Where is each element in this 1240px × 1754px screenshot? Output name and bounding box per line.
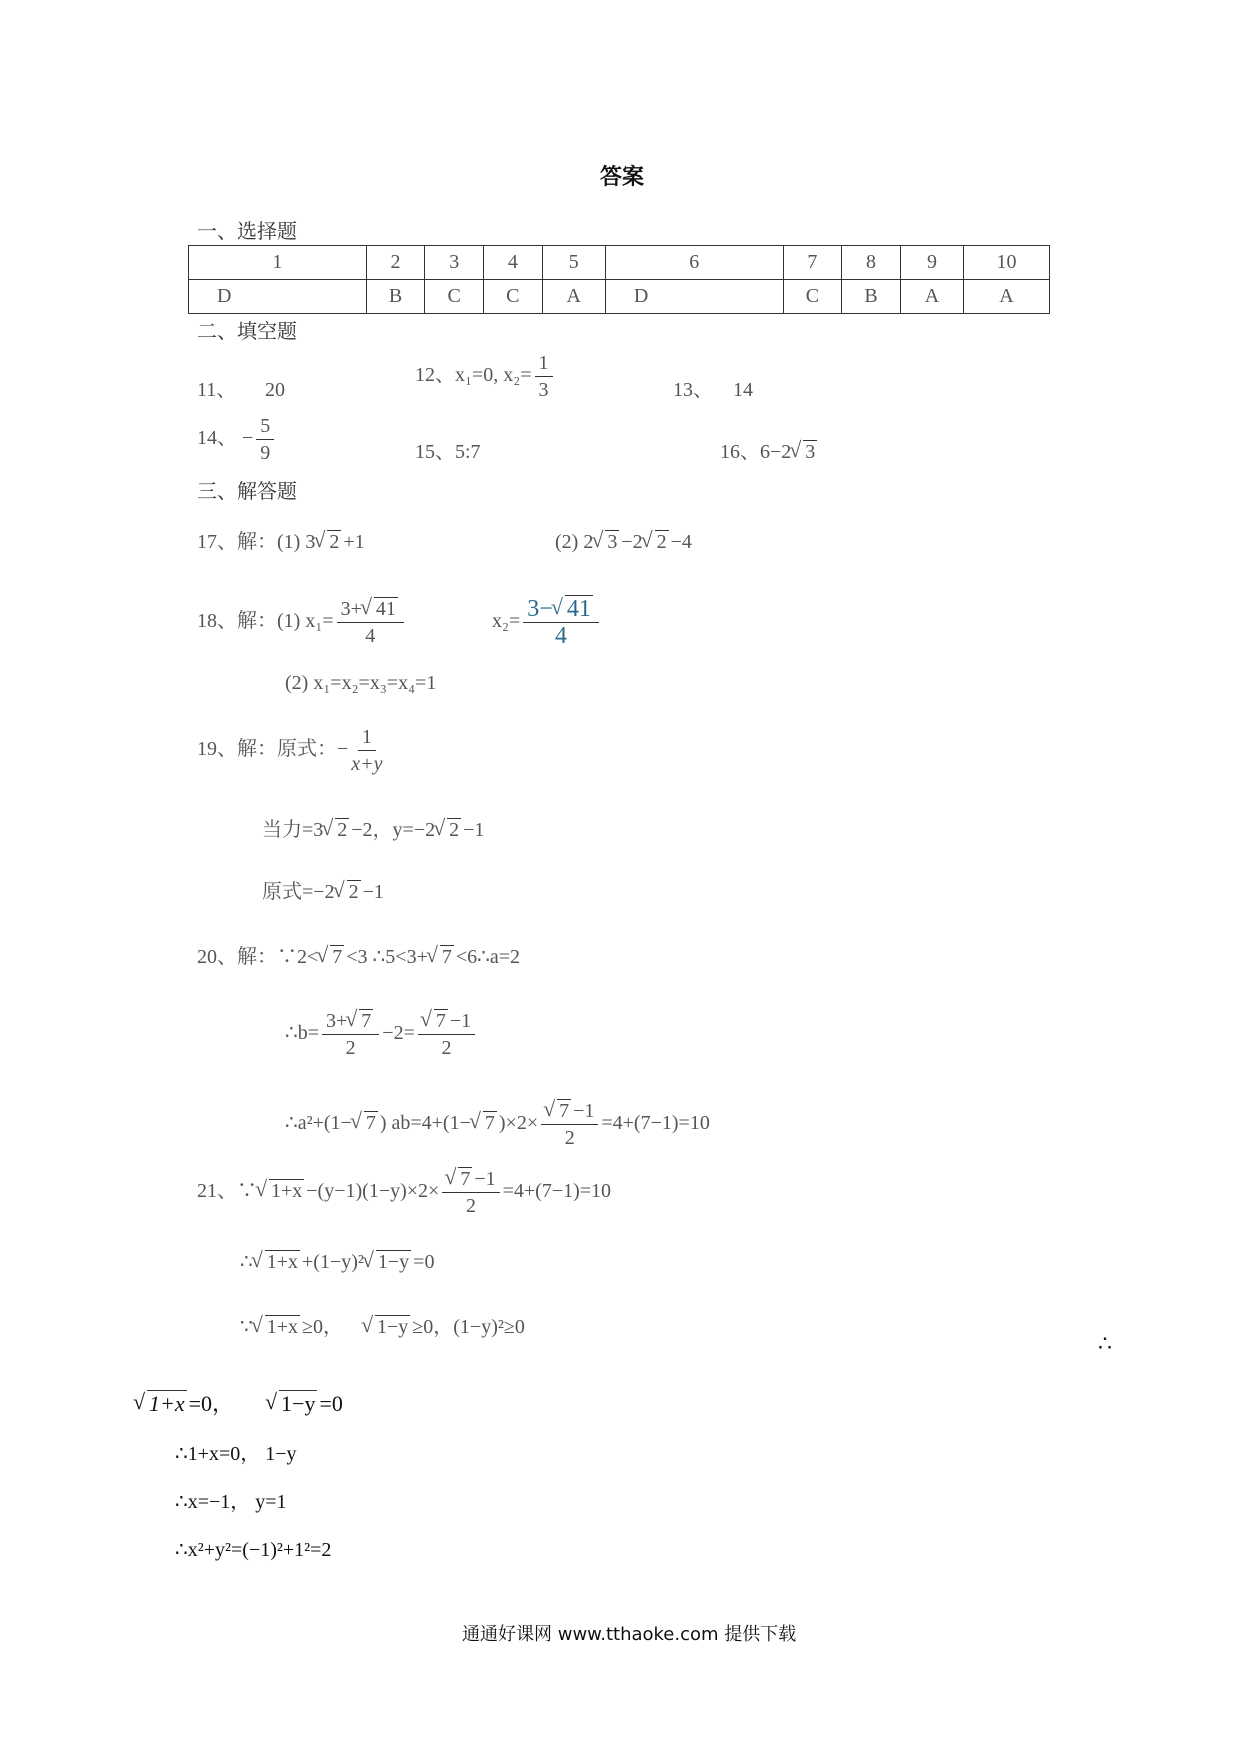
q18-x2-label: x₂= [492,610,521,633]
therefore-mark: ∴ [1098,1331,1112,1356]
q21-line1-radicand: 1+x [271,1180,303,1203]
q13-label: 13、 [673,379,713,401]
q19-label: 19、解：原式：− [197,738,349,761]
q20-line2-mid: −2= [382,1022,415,1045]
q20-line3-c: )×2× [498,1112,539,1135]
q20-line2 [285,1010,478,1059]
table-cell-answer: A [542,280,605,314]
table-cell-answer: C [783,280,842,314]
q20-line3-radicand-2: 7 [484,1112,495,1135]
q20-f1-denominator: 2 [345,1037,356,1059]
q15-answer [415,440,481,464]
section-fill-heading: 二、填空题 [197,319,297,343]
table-cell-answer: A [964,280,1050,314]
q21-line2 [240,1250,434,1274]
table-cell-answer: B [366,280,425,314]
q20-f1-radicand: 7 [361,1010,372,1032]
q18-f1-radicand: 41 [375,598,396,620]
table-cell-answer: A [900,280,963,314]
q21-line4-tail: =0 [319,1391,343,1416]
q19-line3 [262,880,384,904]
q20-f2-denominator: 2 [441,1037,452,1059]
q20-line1 [197,945,520,969]
q19-line3-tail: −1 [362,881,384,903]
q20-f3-denominator: 2 [564,1127,575,1149]
q20-line3 [285,1100,710,1149]
q17-label: 17、解：(1) 3 [197,531,316,553]
q21-line3-b: ≥0， [302,1316,343,1338]
q19-line1 [197,726,386,775]
table-cell-number: 8 [842,246,901,280]
q21-line3-radicand-2: 1−y [377,1316,409,1338]
q17-tail: −4 [670,531,692,553]
table-cell-number: 5 [542,246,605,280]
q19-line2-radicand-1: 2 [337,819,348,841]
q19-denominator: x+y [351,753,383,775]
q21-line7: ∴x²+y²=(−1)²+1²=2 [175,1539,332,1561]
q21-line2-radicand-1: 1+x [266,1251,299,1273]
q12-prefix: x₁=0, x₂= [455,364,532,387]
q14-numerator: 5 [256,415,274,440]
table-cell-number: 2 [366,246,425,280]
q21-line1-tail: =4+(7−1)=10 [502,1180,612,1203]
q12-denominator: 3 [538,379,549,401]
table-cell-answer: D [605,280,783,314]
q19-line2-mid: −2，y=−2 [351,819,436,841]
q17-radicand-3: 2 [656,531,667,553]
table-cell-number: 3 [425,246,484,280]
q18-label: 18、解：(1) x₁= [197,610,334,633]
table-cell-answer: C [484,280,543,314]
q21-line4 [135,1392,343,1416]
q20-f2-radicand: 7 [435,1010,446,1032]
table-row-numbers [189,246,1050,280]
q19-line2-prefix: 当力=3 [262,819,324,841]
q14-denominator: 9 [260,442,271,464]
q16-answer [720,440,819,464]
q21-line4-radicand-2: 1−y [281,1391,316,1416]
q21-f-num-tail: −1 [474,1168,496,1190]
footer-source: 通通好课网 www.tthaoke.com 提供下载 [462,1624,797,1645]
q17-radicand-1: 2 [329,531,340,553]
q14-label: 14、 [197,427,237,450]
q15-label: 15、 [415,441,455,463]
table-cell-number: 4 [484,246,543,280]
q12-answer [415,352,556,401]
q13-answer: 14 [733,379,753,401]
q20-line3-radicand-1: 7 [365,1112,376,1135]
q20-line1-b: <3 ∴5<3+ [346,946,428,968]
q21-line3-a: ∵ [240,1316,253,1338]
q14-answer [197,415,277,464]
q21-line4-b: =0， [188,1391,235,1416]
q11-label: 11、 [197,379,237,401]
q17-part2-label: (2) 2 [555,531,594,553]
q17-part2 [555,530,692,554]
table-cell-answer: C [425,280,484,314]
q17-radicand-2: 3 [607,531,618,553]
table-cell-answer: D [189,280,367,314]
q20-f2-num-tail: −1 [449,1010,472,1032]
q21-line3-c: ≥0，(1−y)²≥0 [412,1316,525,1338]
q21-line1-b: −(y−1)(1−y)×2× [306,1180,440,1203]
table-cell-number: 10 [964,246,1050,280]
table-cell-number: 1 [189,246,367,280]
table-cell-number: 9 [900,246,963,280]
q21-line5: ∴1+x=0， 1−y [175,1443,297,1465]
section-choice-heading: 一、选择题 [197,219,297,243]
q18-f2-num-prefix: 3− [527,596,553,622]
q21-line2-b: +(1−y)² [302,1251,364,1273]
table-row-answers [189,280,1050,314]
q20-line3-b: ) ab=4+(1− [379,1112,471,1135]
q17-mid: −2 [621,531,643,553]
q17-part1 [197,530,365,554]
q16-prefix: 6−2 [760,441,792,463]
q19-line3-prefix: 原式=−2 [262,881,335,903]
q20-line1-c: <6∴a=2 [455,946,521,968]
q20-f3-radicand: 7 [559,1100,570,1122]
q21-line4-radicand-1: 1+x [149,1391,185,1416]
q21-line2-radicand-2: 1−y [377,1251,410,1273]
q21-line2-a: ∴ [240,1251,253,1273]
q17-part1-tail: +1 [343,531,365,553]
table-cell-number: 6 [605,246,783,280]
q21-line3-radicand-1: 1+x [266,1316,299,1338]
q21-f-radicand: 7 [460,1168,471,1190]
q21-f-denominator: 2 [465,1195,476,1217]
q20-line1-a: 20、解：∵2< [197,946,319,968]
q19-numerator: 1 [358,726,376,751]
q16-radicand: 3 [805,441,816,463]
q20-f1-num-prefix: 3+ [326,1010,348,1032]
q18-part2: (2) x₁=x₂=x₃=x₄=1 [285,672,437,694]
page-title: 答案 [600,165,645,190]
q16-label: 16、 [720,441,760,463]
choice-answer-table [188,245,1050,314]
q20-line2-prefix: ∴b= [285,1022,320,1045]
q12-label: 12、 [415,364,455,387]
table-cell-answer: B [842,280,901,314]
q20-f3-num-tail: −1 [573,1100,595,1122]
q20-line3-a: ∴a²+(1− [285,1112,352,1135]
q18-f2-denominator: 4 [555,623,568,649]
q18-part1 [197,598,407,647]
q18-f1-denominator: 4 [365,625,376,647]
table-cell-number: 7 [783,246,842,280]
q18-f1-num-prefix: 3+ [340,598,362,620]
q11-answer: 20 [265,379,285,401]
q19-line2-tail: −1 [463,819,485,841]
section-solve-heading: 三、解答题 [197,479,297,503]
q19-line2-radicand-2: 2 [449,819,460,841]
q21-line2-tail: =0 [413,1251,435,1273]
q20-line3-tail: =4+(7−1)=10 [601,1112,710,1135]
q14-sign: − [242,427,254,450]
q20-line1-radicand-1: 7 [332,946,343,968]
q21-line6: ∴x=−1， y=1 [175,1491,287,1513]
q15-value: 5:7 [455,441,481,463]
q21-line3 [240,1315,525,1339]
q12-numerator: 1 [535,352,553,377]
q19-line3-radicand: 2 [348,881,359,903]
q18-f2-radicand: 41 [566,596,591,622]
q21-line1 [197,1168,611,1217]
q19-line2 [262,818,484,842]
q21-line1-a: 21、∵ [197,1180,257,1203]
q18-x2 [492,598,602,647]
q20-line1-radicand-2: 7 [441,946,452,968]
